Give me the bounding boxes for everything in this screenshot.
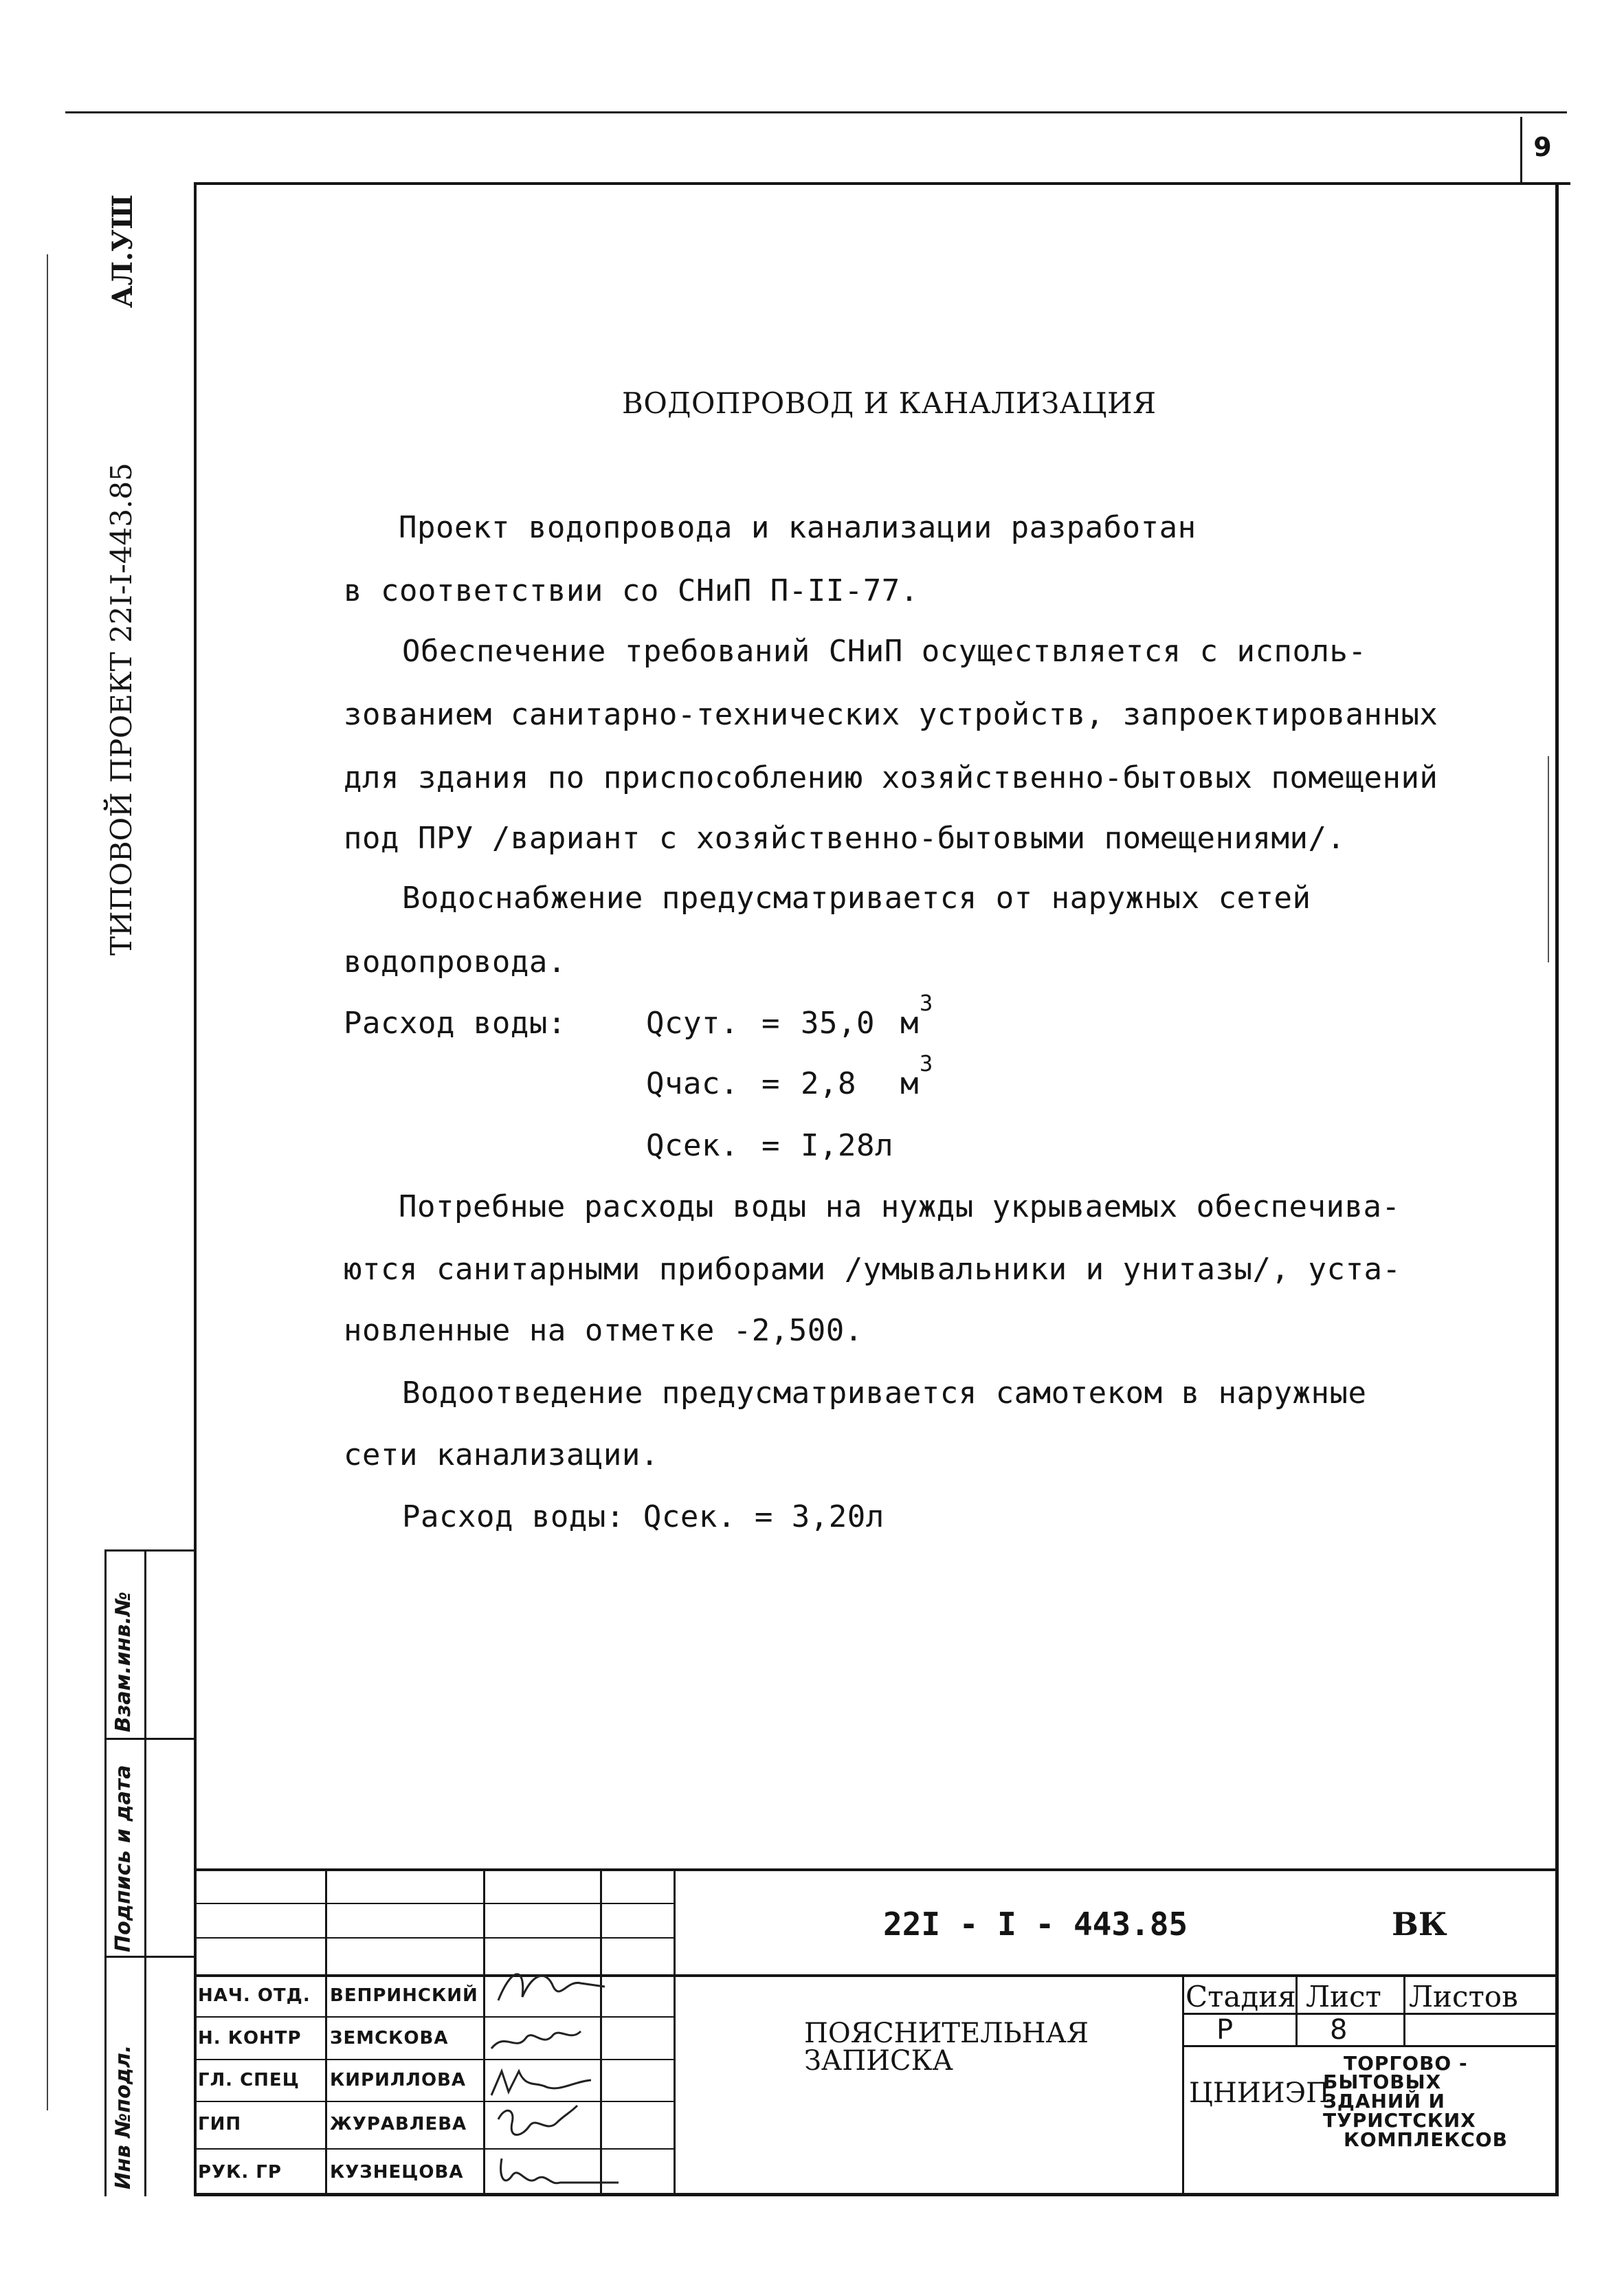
paragraph-line: Потребные расходы воды на нужды укрываемых обеспечива-: [399, 1189, 1401, 1224]
flow-value: 2,8: [801, 1066, 856, 1101]
paragraph-line: новленные на отметке -2,500.: [344, 1313, 863, 1348]
person-name: КУЗНЕЦОВА: [330, 2162, 464, 2183]
flow-name: Qсек.: [646, 1128, 739, 1163]
doc-name-line2: ЗАПИСКА: [804, 2045, 953, 2077]
section-code: ВК: [1392, 1906, 1447, 1943]
sheet-value: 8: [1330, 2014, 1348, 2046]
sheet-number: 9: [1533, 132, 1552, 162]
paragraph-line: зованием санитарно-технических устройств, запроектированных: [344, 697, 1438, 732]
stamp-strip-div1: [104, 1738, 195, 1740]
paragraph-line: водопровода.: [344, 945, 566, 980]
project-name-line: ТУРИСТСКИХ: [1323, 2109, 1476, 2132]
person-name: КИРИЛЛОВА: [330, 2070, 467, 2090]
tb-col-date: [674, 1868, 676, 2196]
signature-2: [485, 2018, 588, 2059]
stage-header: Стадия: [1186, 1980, 1296, 2013]
tb-row4: [194, 2059, 675, 2060]
paragraph-line: в соответствии со СНиП П-II-77.: [344, 573, 919, 608]
left-scan-edge: [47, 254, 48, 2110]
flow-unit-exponent: 3: [920, 1050, 933, 1077]
doc-name-line1: ПОЯСНИТЕЛЬНАЯ: [804, 2018, 1089, 2049]
frame-left: [194, 182, 197, 2196]
tb-row5: [194, 2101, 675, 2102]
frame-bottom: [194, 2193, 1559, 2196]
top-edge-line: [65, 111, 1567, 113]
tb-row1: [194, 1903, 675, 1904]
tb-col-sign: [600, 1868, 602, 2196]
paragraph-line: Обеспечение требований СНиП осуществляется с исполь-: [402, 634, 1367, 669]
tb-stage-div2: [1182, 2045, 1559, 2047]
person-name: ЖУРАВЛЕВА: [330, 2114, 467, 2134]
page-title: ВОДОПРОВОД И КАНАЛИЗАЦИЯ: [622, 386, 1157, 420]
paragraph-line: Водоотведение предусматривается самотеком в наружные: [402, 1376, 1367, 1411]
document-code: 22I - I - 443.85: [883, 1906, 1188, 1943]
tb-col-sheets: [1403, 1974, 1405, 2047]
flow-eq: =: [761, 1066, 780, 1101]
flow-name: Qчас.: [646, 1066, 739, 1101]
person-name: ЗЕМСКОВА: [330, 2028, 449, 2049]
album-label: АЛ.УШ: [107, 194, 139, 308]
paragraph-line: под ПРУ /вариант с хозяйственно-бытовыми помещениями/.: [344, 821, 1346, 856]
project-name-line: КОМПЛЕКСОВ: [1344, 2128, 1508, 2151]
paragraph-line: для здания по приспособлению хозяйственно-бытовых помещений: [344, 760, 1438, 795]
sheet-header: Лист: [1306, 1980, 1381, 2013]
project-name-line: ЗДАНИЙ И: [1323, 2090, 1445, 2112]
stamp-strip-mid: [144, 1550, 146, 2196]
signature-1: [485, 1959, 608, 2014]
role-label: НАЧ. ОТД.: [198, 1985, 311, 2006]
paragraph-line: Водоснабжение предусматривается от наружных сетей: [402, 881, 1311, 916]
paragraph-line: Проект водопровода и канализации разработан: [399, 510, 1197, 545]
flow-eq: =: [761, 1128, 780, 1163]
organization: ЦНИИЭП: [1189, 2077, 1331, 2109]
flow-eq: =: [761, 1006, 780, 1041]
tb-col-stage: [1182, 1974, 1184, 2196]
role-label: РУК. ГР: [198, 2162, 282, 2183]
paragraph-line: сети канализации.: [344, 1437, 659, 1472]
signature-3: [485, 2061, 594, 2102]
tb-row3: [194, 2016, 675, 2018]
sheet-number-box-left: [1520, 117, 1522, 184]
role-label: ГЛ. СПЕЦ: [198, 2070, 300, 2090]
project-name-line: ТОРГОВО -: [1344, 2052, 1468, 2075]
flow-unit-exponent: 3: [920, 990, 933, 1016]
stamp-strip-top: [104, 1549, 195, 1552]
stage-value: Р: [1216, 2014, 1234, 2046]
signature-5: [485, 2148, 622, 2196]
frame-right-inner: [1548, 756, 1549, 962]
stamp-strip-left: [104, 1550, 107, 2196]
role-label: ГИП: [198, 2114, 242, 2134]
tb-col-role: [325, 1868, 327, 2196]
frame-right: [1555, 182, 1559, 2196]
role-label: Н. КОНТР: [198, 2028, 302, 2049]
flow-name: Qсут.: [646, 1006, 739, 1041]
paragraph-line: ются санитарными приборами /умывальники и унитазы/, уста-: [344, 1252, 1401, 1287]
sheets-header: Листов: [1409, 1980, 1518, 2013]
tb-main-div: [194, 1974, 1559, 1977]
stamp-strip-div2: [104, 1956, 195, 1958]
person-name: ВЕПРИНСКИЙ: [330, 1985, 478, 2006]
signature-4: [485, 2102, 588, 2147]
stamp-strip-label-1: Инв №подл.: [111, 2044, 135, 2189]
flow-label: Расход воды:: [344, 1006, 566, 1041]
tb-row2: [194, 1937, 675, 1939]
project-name-line: БЫТОВЫХ: [1323, 2071, 1442, 2093]
flow-unit: м: [900, 1006, 919, 1041]
stamp-strip-label-2: Подпись и дата: [111, 1765, 135, 1952]
tb-top: [194, 1868, 1559, 1871]
project-side-label: ТИПОВОЙ ПРОЕКТ 22I-I-443.85: [104, 463, 138, 956]
paragraph-line: Расход воды: Qсек. = 3,20л: [402, 1499, 885, 1534]
flow-value: I,28л: [801, 1128, 893, 1163]
frame-top: [194, 182, 1570, 185]
flow-unit: м: [900, 1066, 919, 1101]
stamp-strip-label-3: Взам.инв.№: [111, 1591, 135, 1732]
flow-value: 35,0: [801, 1006, 875, 1041]
